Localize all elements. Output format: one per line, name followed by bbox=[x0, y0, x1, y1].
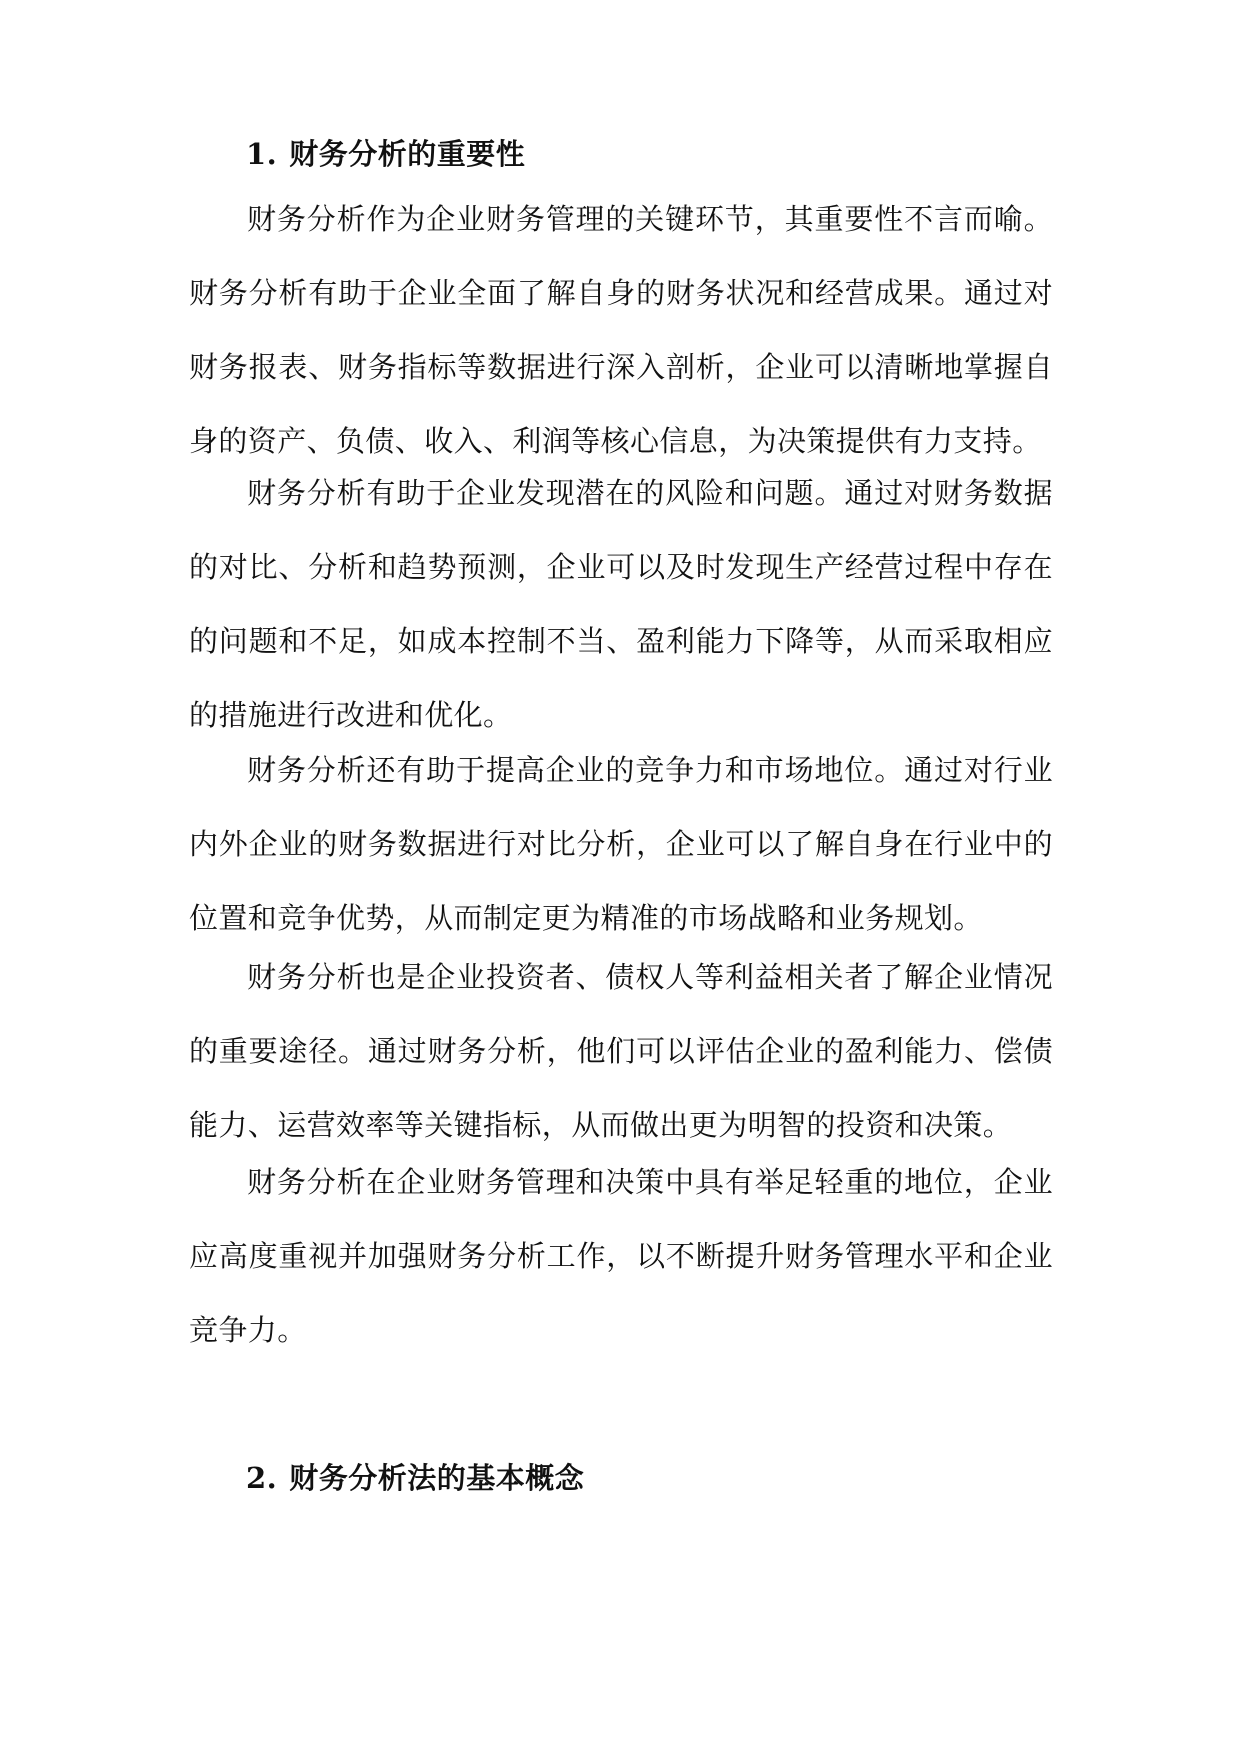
section-number: 2. bbox=[246, 1461, 278, 1495]
paragraph: 财务分析还有助于提高企业的竞争力和市场地位。通过对行业内外企业的财务数据进行对比分析，企业可以了解自身在行业中的位置和竞争优势，从而制定更为精准的市场战略和业务规划。 bbox=[189, 753, 1053, 935]
paragraph: 财务分析也是企业投资者、债权人等利益相关者了解企业情况的重要途径。通过财务分析，他们可以评估企业的盈利能力、偿债能力、运营效率等关键指标，从而做出更为明智的投资和决策。 bbox=[189, 960, 1053, 1142]
section-title: 财务分析法的基本概念 bbox=[289, 1461, 585, 1495]
section-heading-2 bbox=[246, 1458, 584, 1498]
section-title: 财务分析的重要性 bbox=[289, 137, 526, 171]
section-heading-1 bbox=[246, 134, 525, 174]
paragraph: 财务分析有助于企业发现潜在的风险和问题。通过对财务数据的对比、分析和趋势预测，企业可以及时发现生产经营过程中存在的问题和不足，如成本控制不当、盈利能力下降等，从而采取相应的措施进行改进和优化。 bbox=[189, 476, 1053, 732]
paragraph: 财务分析作为企业财务管理的关键环节，其重要性不言而喻。财务分析有助于企业全面了解自身的财务状况和经营成果。通过对财务报表、财务指标等数据进行深入剖析，企业可以清晰地掌握自身的资产、负债、收入、利润等核心信息，为决策提供有力支持。 bbox=[189, 202, 1053, 458]
paragraph: 财务分析在企业财务管理和决策中具有举足轻重的地位，企业应高度重视并加强财务分析工作，以不断提升财务管理水平和企业竞争力。 bbox=[189, 1165, 1053, 1347]
section-number: 1. bbox=[246, 137, 278, 171]
